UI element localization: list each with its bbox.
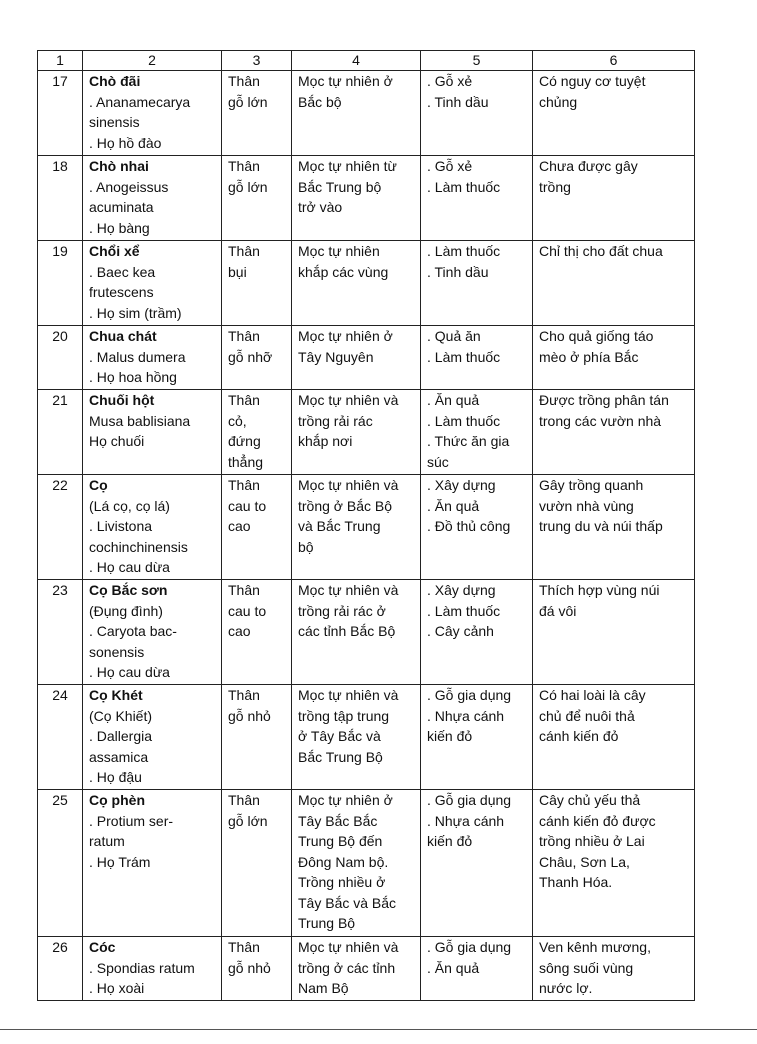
cell-line: . Làm thuốc: [427, 178, 501, 195]
plant-name-cell: [83, 937, 222, 1001]
cell-line: vườn nhà vùng: [539, 497, 634, 514]
table-row: [38, 580, 695, 685]
cell-line: gỗ lớn: [228, 93, 268, 110]
cell-line: Được trồng phân tán: [539, 392, 669, 408]
notes-cell: [533, 937, 695, 1001]
cell-line: Thân: [228, 939, 260, 955]
cell-line: ratum: [89, 833, 125, 849]
habitat-cell: [292, 790, 421, 937]
cell-line: chủng: [539, 93, 578, 110]
cell-line: . Cây cảnh: [427, 623, 494, 639]
cell-line: cánh kiến đỏ: [539, 728, 619, 744]
plant-name-cell: [83, 241, 222, 326]
row-number-cell: 19: [38, 241, 83, 326]
plant-type-cell: [222, 390, 292, 475]
cell-line: . Họ hoa hồng: [89, 369, 177, 385]
cell-line: đứng: [228, 433, 261, 449]
habitat-cell: [292, 580, 421, 685]
notes-cell: [533, 475, 695, 580]
common-name: Cọ Bắc sơn: [89, 582, 168, 598]
uses-cell: [421, 937, 533, 1001]
cell-line: sinensis: [89, 114, 140, 130]
plant-type-cell: [222, 326, 292, 390]
cell-line: cochinchinensis: [89, 538, 188, 555]
row-number-cell: 17: [38, 71, 83, 156]
notes-cell: [533, 241, 695, 326]
cell-line: cau to: [228, 497, 267, 514]
common-name: Chò đãi: [89, 73, 141, 89]
habitat-cell: [292, 71, 421, 156]
cell-line: Ven kênh mương,: [539, 939, 651, 955]
notes-cell: [533, 790, 695, 937]
common-name: Cọ phèn: [89, 792, 145, 808]
cell-line: cánh kiến đỏ được: [539, 812, 656, 829]
cell-line: mèo ở phía Bắc: [539, 348, 639, 365]
uses-cell: [421, 790, 533, 937]
habitat-cell: [292, 475, 421, 580]
cell-line: Thanh Hóa.: [539, 874, 613, 890]
cell-line: Mọc tự nhiên từ: [298, 158, 397, 174]
common-name: Chò nhai: [89, 158, 149, 174]
table-row: [38, 241, 695, 326]
table-row: [38, 475, 695, 580]
column-header-5: 5: [421, 51, 533, 71]
cell-line: . Dallergia: [89, 728, 153, 744]
cell-line: . Họ sim (trầm): [89, 304, 182, 321]
header-row: [38, 51, 695, 71]
notes-cell: [533, 580, 695, 685]
notes-cell: [533, 390, 695, 475]
cell-line: . Caryota bac-: [89, 623, 177, 639]
cell-line: Thân: [228, 73, 260, 89]
cell-line: Mọc tự nhiên ở: [298, 792, 393, 808]
cell-line: Gây trồng quanh: [539, 477, 644, 493]
cell-line: . Gỗ xẻ: [427, 73, 473, 89]
row-number-cell: 26: [38, 937, 83, 1001]
cell-line: trồng ở các tỉnh: [298, 959, 396, 976]
cell-line: assamica: [89, 748, 149, 765]
cell-line: Mọc tự nhiên và: [298, 687, 399, 703]
habitat-cell: [292, 156, 421, 241]
cell-line: sonensis: [89, 643, 145, 660]
cell-line: trở vào: [298, 199, 343, 215]
cell-line: Mọc tự nhiên và: [298, 939, 399, 955]
row-number-cell: 21: [38, 390, 83, 475]
cell-line: . Đồ thủ công: [427, 518, 511, 534]
notes-cell: [533, 326, 695, 390]
cell-line: . Malus dumera: [89, 348, 186, 365]
cell-line: . Livistona: [89, 518, 153, 534]
cell-line: Thân: [228, 792, 260, 808]
cell-line: Có nguy cơ tuyệt: [539, 73, 646, 89]
cell-line: gỗ nhỏ: [228, 959, 271, 976]
cell-line: . Tinh dầu: [427, 263, 489, 280]
row-number-cell: 20: [38, 326, 83, 390]
cell-line: Musa bablisiana: [89, 412, 191, 429]
cell-line: gỗ nhỡ: [228, 348, 273, 365]
uses-cell: [421, 156, 533, 241]
cell-line: Thân: [228, 243, 260, 259]
table-row: [38, 390, 695, 475]
plant-type-cell: [222, 937, 292, 1001]
cell-line: khắp các vùng: [298, 263, 389, 280]
cell-line: Mọc tự nhiên ở: [298, 328, 393, 344]
plant-type-cell: [222, 156, 292, 241]
uses-cell: [421, 685, 533, 790]
cell-line: . Làm thuốc: [427, 243, 501, 259]
cell-line: thẳng: [228, 453, 264, 470]
cell-line: . Ăn quả: [427, 959, 480, 976]
cell-line: frutescens: [89, 284, 154, 300]
plant-table: [37, 50, 695, 1001]
column-header-2: 2: [83, 51, 222, 71]
cell-line: . Spondias ratum: [89, 959, 195, 976]
cell-line: Nam Bộ: [298, 980, 349, 996]
cell-line: Tây Nguyên: [298, 348, 374, 365]
cell-line: gỗ lớn: [228, 178, 268, 195]
cell-line: acuminata: [89, 199, 154, 215]
cell-line: Bắc Trung Bộ: [298, 748, 383, 765]
cell-line: cỏ,: [228, 412, 247, 429]
table-body: [38, 71, 695, 1001]
plant-type-cell: [222, 790, 292, 937]
column-header-4: 4: [292, 51, 421, 71]
cell-line: Mọc tự nhiên: [298, 243, 380, 259]
cell-line: khắp nơi: [298, 433, 353, 449]
habitat-cell: [292, 241, 421, 326]
cell-line: Tây Bắc Bắc: [298, 812, 378, 829]
cell-line: . Họ đậu: [89, 769, 142, 785]
plant-name-cell: [83, 685, 222, 790]
cell-line: Châu, Sơn La,: [539, 853, 630, 870]
cell-line: trồng rải rác: [298, 412, 373, 429]
habitat-cell: [292, 390, 421, 475]
cell-line: . Họ hồ đào: [89, 134, 162, 151]
cell-line: Chỉ thị cho đất chua: [539, 243, 663, 259]
plant-name-cell: [83, 580, 222, 685]
cell-line: Thân: [228, 582, 260, 598]
column-header-6: 6: [533, 51, 695, 71]
cell-line: các tỉnh Bắc Bộ: [298, 623, 396, 639]
plant-type-cell: [222, 475, 292, 580]
cell-line: Mọc tự nhiên và: [298, 582, 399, 598]
common-name: Cọ Khét: [89, 687, 143, 703]
cell-line: . Gỗ gia dụng: [427, 687, 512, 703]
cell-line: Mọc tự nhiên và: [298, 392, 399, 408]
row-number-cell: 18: [38, 156, 83, 241]
cell-line: (Cọ Khiết): [89, 707, 153, 724]
cell-line: cao: [228, 518, 251, 534]
cell-line: và Bắc Trung: [298, 518, 381, 534]
plant-name-cell: [83, 790, 222, 937]
plant-type-cell: [222, 685, 292, 790]
uses-cell: [421, 71, 533, 156]
cell-line: bụi: [228, 263, 247, 280]
common-name: Cọ: [89, 477, 108, 493]
table-row: [38, 156, 695, 241]
cell-line: . Gỗ gia dụng: [427, 792, 512, 808]
plant-name-cell: [83, 326, 222, 390]
cell-line: Cho quả giống táo: [539, 328, 654, 344]
cell-line: Họ chuối: [89, 433, 145, 449]
cell-line: Thân: [228, 687, 260, 703]
uses-cell: [421, 580, 533, 685]
plant-type-cell: [222, 241, 292, 326]
cell-line: . Ananamecarya: [89, 93, 191, 110]
cell-line: . Tinh dầu: [427, 93, 489, 110]
cell-line: Trung Bộ đến: [298, 833, 383, 849]
cell-line: (Đụng đình): [89, 602, 163, 619]
cell-line: Mọc tự nhiên và: [298, 477, 399, 493]
column-header-1: 1: [38, 51, 83, 71]
table-row: [38, 937, 695, 1001]
cell-line: Bắc bộ: [298, 93, 342, 110]
cell-line: gỗ nhỏ: [228, 707, 271, 724]
cell-line: trồng ở Bắc Bộ: [298, 497, 393, 514]
cell-line: trồng rải rác ở: [298, 602, 386, 619]
plant-type-cell: [222, 71, 292, 156]
common-name: Cóc: [89, 939, 116, 955]
cell-line: . Gỗ gia dụng: [427, 939, 512, 955]
table-row: [38, 326, 695, 390]
plant-name-cell: [83, 390, 222, 475]
cell-line: Tây Bắc và Bắc: [298, 894, 397, 911]
common-name: Chua chát: [89, 328, 157, 344]
cell-line: nước lợ.: [539, 980, 593, 996]
uses-cell: [421, 241, 533, 326]
cell-line: kiến đỏ: [427, 833, 473, 849]
row-number-cell: 22: [38, 475, 83, 580]
cell-line: trồng nhiều ở Lai: [539, 833, 645, 849]
plant-name-cell: [83, 156, 222, 241]
cell-line: . Nhựa cánh: [427, 707, 505, 724]
cell-line: trồng: [539, 178, 571, 195]
cell-line: súc: [427, 453, 449, 470]
plant-name-cell: [83, 71, 222, 156]
cell-line: Thích hợp vùng núi: [539, 582, 660, 598]
cell-line: chủ để nuôi thả: [539, 707, 635, 724]
notes-cell: [533, 156, 695, 241]
cell-line: . Ăn quả: [427, 497, 480, 514]
cell-line: Cây chủ yếu thả: [539, 792, 641, 808]
cell-line: Trồng nhiều ở: [298, 874, 386, 890]
cell-line: Trung Bộ: [298, 915, 356, 931]
table-row: [38, 790, 695, 937]
habitat-cell: [292, 326, 421, 390]
cell-line: gỗ lớn: [228, 812, 268, 829]
cell-line: trong các vườn nhà: [539, 412, 662, 429]
row-number-cell: 24: [38, 685, 83, 790]
cell-line: sông suối vùng: [539, 959, 634, 976]
cell-line: Thân: [228, 392, 260, 408]
cell-line: . Gỗ xẻ: [427, 158, 473, 174]
cell-line: . Anogeissus: [89, 178, 169, 195]
habitat-cell: [292, 685, 421, 790]
notes-cell: [533, 685, 695, 790]
uses-cell: [421, 390, 533, 475]
cell-line: . Làm thuốc: [427, 412, 501, 429]
column-header-3: 3: [222, 51, 292, 71]
habitat-cell: [292, 937, 421, 1001]
row-number-cell: 25: [38, 790, 83, 937]
cell-line: . Protium ser-: [89, 812, 174, 829]
plant-type-cell: [222, 580, 292, 685]
cell-line: ở Tây Bắc và: [298, 728, 381, 744]
cell-line: . Baec kea: [89, 263, 156, 280]
cell-line: . Thức ăn gia: [427, 433, 510, 449]
notes-cell: [533, 71, 695, 156]
common-name: Chuối hột: [89, 392, 155, 408]
cell-line: . Nhựa cánh: [427, 812, 505, 829]
cell-line: Bắc Trung bộ: [298, 178, 382, 195]
cell-line: . Ăn quả: [427, 392, 480, 408]
cell-line: . Họ Trám: [89, 853, 151, 870]
table-row: [38, 685, 695, 790]
cell-line: . Làm thuốc: [427, 602, 501, 619]
plant-name-cell: [83, 475, 222, 580]
row-number-cell: 23: [38, 580, 83, 685]
cell-line: . Xây dựng: [427, 582, 496, 598]
table-row: [38, 71, 695, 156]
cell-line: bộ: [298, 538, 314, 555]
uses-cell: [421, 326, 533, 390]
uses-cell: [421, 475, 533, 580]
cell-line: . Làm thuốc: [427, 348, 501, 365]
cell-line: kiến đỏ: [427, 728, 473, 744]
cell-line: Có hai loài là cây: [539, 687, 646, 703]
cell-line: . Xây dựng: [427, 477, 496, 493]
common-name: Chổi xể: [89, 243, 140, 259]
cell-line: Đông Nam bộ.: [298, 853, 389, 870]
page-bottom-rule: [0, 1029, 757, 1030]
cell-line: (Lá cọ, cọ lá): [89, 497, 170, 514]
cell-line: . Họ bàng: [89, 219, 150, 236]
cell-line: Mọc tự nhiên ở: [298, 73, 393, 89]
cell-line: trồng tập trung: [298, 707, 390, 724]
cell-line: . Quả ăn: [427, 328, 481, 344]
cell-line: cau to: [228, 602, 267, 619]
cell-line: cao: [228, 623, 251, 639]
cell-line: Chưa được gây: [539, 158, 638, 174]
cell-line: Thân: [228, 158, 260, 174]
cell-line: đá vôi: [539, 602, 577, 619]
cell-line: . Họ cau dừa: [89, 664, 170, 680]
cell-line: Thân: [228, 477, 260, 493]
cell-line: trung du và núi thấp: [539, 518, 663, 534]
cell-line: Thân: [228, 328, 260, 344]
cell-line: . Họ cau dừa: [89, 559, 170, 575]
cell-line: . Họ xoài: [89, 980, 145, 996]
